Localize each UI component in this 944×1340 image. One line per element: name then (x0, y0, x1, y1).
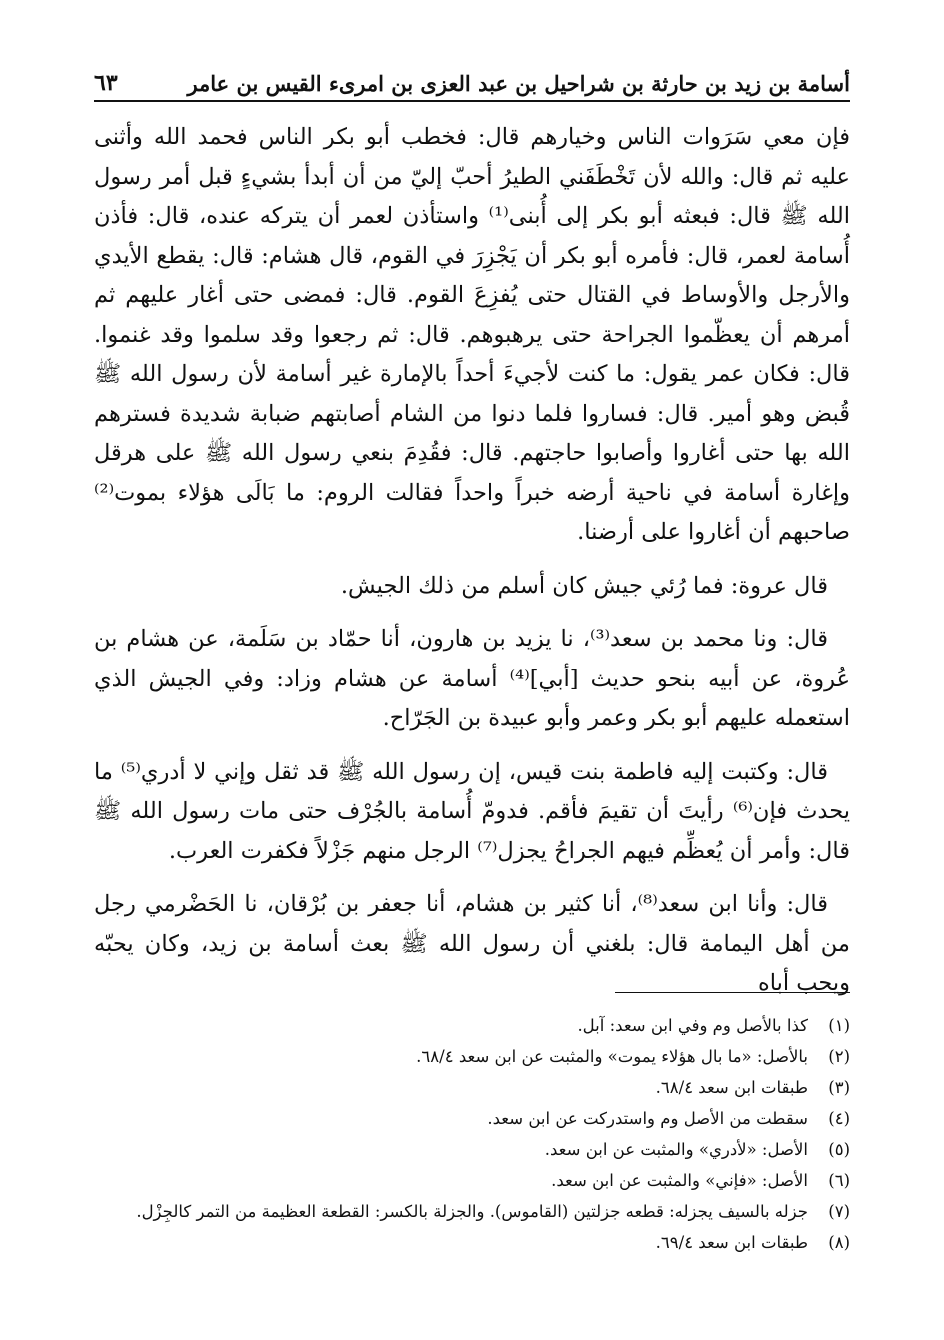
page-number: ٦٣ (94, 70, 118, 96)
footnote (94, 1103, 850, 1134)
footnote-number: (٥) (828, 1140, 850, 1159)
footnote-text: بالأصل: «ما بال هؤلاء يموت» والمثبت عن ابن سعد ٦٨/٤. (416, 1047, 808, 1066)
footnote-number: (٢) (828, 1047, 850, 1066)
paragraph: قال عروة: فما رُئي جيش كان أسلم من ذلك الجيش. (340, 572, 828, 599)
footnote-number: (١) (828, 1016, 850, 1035)
footnote (94, 1134, 850, 1165)
paragraph: قال: وأنا ابن سعد⁽⁸⁾، أنا كثير بن هشام، أنا جعفر بن بُرْقان، نا الحَضْرمي رجل من أهل اليمامة قال: بلغني أن رسول الله ﷺ بعث أسامة بن زيد، وكان يحبّه ويحب أباه (94, 891, 850, 996)
footnote-text: جزله بالسيف يجزله: قطعه جزلتين (القاموس). والجزلة بالكسر: القطعة العظيمة من التمر كالجِزْل. (136, 1202, 808, 1221)
page-header (94, 58, 850, 102)
paragraph: فإن معي سَرَوات الناس وخيارهم قال: فخطب أبو بكر الناس فحمد الله وأثنى عليه ثم قال: والله لأن تَخْطَفَني الطيرُ أحبّ إليّ من أن أبدأ بشيءٍ قبل أمر رسول الله ﷺ قال: فبعثه أبو بكر إلى أُبنى⁽¹⁾ واستأذن لعمر أن يتركه عنده، قال: فأذن أُسامة لعمر، قال: فأمره أبو بكر أن يَجْزِرَ في القوم، قال هشام: قال: يقطع الأيدي والأرجل والأوساط في القتال حتى يُفزِعَ القوم. قال: فمضى حتى أغار عليهم ثم أمرهم أن يعظّموا الجراحة حتى يرهبوهم. قال: ثم رجعوا وقد سلموا وقد غنموا. قال: فكان عمر يقول: ما كنت لأجيءَ أحداً بالإمارة غير أسامة لأن رسول الله ﷺ قُبض وهو أمير. قال: فساروا فلما دنوا من الشام أصابتهم ضبابة شديدة فسترهم الله بها حتى أغاروا وأصابوا حاجتهم. قال: فقُدِمَ بنعي رسول الله ﷺ على هرقل وإغارة أسامة في ناحية أرضه خبراً واحداً فقالت الروم: ما بَالَى هؤلاء بموت⁽²⁾ صاحبهم أن أغاروا على أرضنا. (94, 124, 851, 545)
footnote-number: (٣) (828, 1078, 850, 1097)
footnote-text: الأصل: «لأدري» والمثبت عن ابن سعد. (544, 1140, 808, 1159)
footnote-text: الأصل: «فإني» والمثبت عن ابن سعد. (551, 1171, 808, 1190)
footnote (94, 1196, 850, 1227)
footnote (94, 1165, 850, 1196)
footnote-number: (٦) (828, 1171, 850, 1190)
footnote-number: (٤) (828, 1109, 850, 1128)
paragraph: قال: وكتبت إليه فاطمة بنت قيس، إن رسول الله ﷺ قد ثقل وإني لا أدري⁽⁵⁾ ما يحدث فإن⁽⁶⁾ رأيتَ أن تقيمَ فأقم. فدومّ أُسامة بالجُرْف حتى مات رسول الله ﷺ قال: وأمر أن يُعظِّم فيهم الجراحُ يجزل⁽⁷⁾ الرجل منهم جَزْلاً فكفرت العرب. (94, 758, 850, 864)
paragraph: قال: ونا محمد بن سعد⁽³⁾، نا يزيد بن هارون، أنا حمّاد بن سَلَمة، عن هشام بن عُروة، عن أبيه بنحو حديث [أبي]⁽⁴⁾ أسامة عن هشام وزاد: وفي الجيش الذي استعمله عليهم أبو بكر وعمر وأبو عبيدة بن الجَرّاح. (94, 626, 850, 731)
footnote-text: سقطت من الأصل وم واستدركت عن ابن سعد. (487, 1109, 808, 1128)
footnotes (94, 1010, 850, 1258)
footnote-text: طبقات ابن سعد ٦٩/٤. (655, 1233, 808, 1252)
footnote (94, 1041, 850, 1072)
footnote-text: طبقات ابن سعد ٦٨/٤. (655, 1078, 808, 1097)
footnote (94, 1227, 850, 1258)
main-text (94, 118, 850, 1004)
footnote (94, 1072, 850, 1103)
running-title: أسامة بن زيد بن حارثة بن شراحيل بن عبد العزى بن امرىء القيس بن عامر (187, 71, 850, 96)
footnote-separator (615, 992, 850, 993)
footnote-text: كذا بالأصل وم وفي ابن سعد: آبل. (577, 1016, 808, 1035)
footnote-number: (٧) (828, 1202, 850, 1221)
footnote (94, 1010, 850, 1041)
footnote-number: (٨) (828, 1233, 850, 1252)
